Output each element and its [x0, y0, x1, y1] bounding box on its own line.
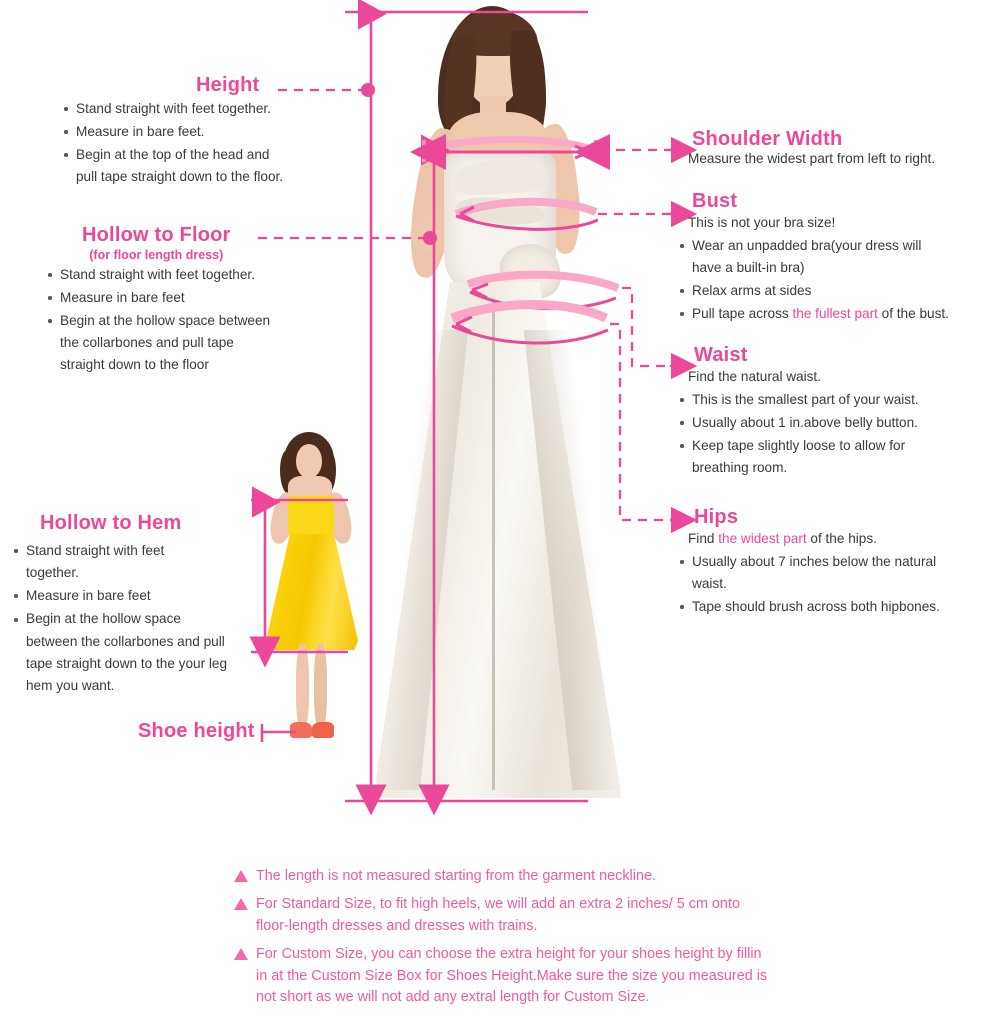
list-item: Begin at the top of the head and pull tape straight down to the floor.: [62, 144, 362, 188]
height-heading: Height: [196, 74, 260, 96]
list-item: between the collarbones and pull tape straight down to the your leg hem you want.: [12, 609, 270, 697]
list-item: Measure in bare feet: [12, 585, 270, 607]
bust-highlight: the fullest part: [792, 306, 878, 322]
shoulder-width-heading: Shoulder Width: [692, 128, 843, 150]
hips-line-prefix: Find: [688, 531, 719, 546]
list-item: Find the natural waist.: [688, 369, 821, 384]
hollow-to-floor-bullets: [46, 264, 358, 377]
hips-bullets: [678, 528, 1000, 619]
height-bullets: [62, 98, 362, 189]
list-item: This is not your bra size!: [688, 215, 836, 230]
list-item: Measure in bare feet.: [62, 121, 362, 143]
warning-triangle-icon: [234, 948, 248, 960]
list-item: Usually about 7 inches below the natural waist.: [678, 551, 1000, 595]
list-item: [678, 303, 1000, 325]
hips-heading-group: [694, 506, 738, 529]
footnote: The length is not measured starting from the garment neckline.: [232, 866, 892, 888]
bust-bullets: [678, 212, 1000, 326]
height-heading-group: [196, 74, 259, 97]
list-item: Keep tape slightly loose to allow for breathing room.: [678, 435, 1000, 479]
bust-line-suffix: of the bust.: [877, 306, 949, 322]
waist-heading-group: [694, 344, 748, 367]
list-item: [678, 528, 1000, 550]
list-item: Wear an unpadded bra(your dress will have a built-in bra): [678, 235, 1000, 279]
list-item: Usually about 1 in.above belly button.: [678, 412, 1000, 434]
hollow-to-floor-heading: Hollow to Floor: [82, 224, 231, 246]
footnote: For Standard Size, to fit high heels, we will add an extra 2 inches/ 5 cm onto floor-length dresses and dresses with trains.: [232, 894, 892, 938]
hollow-to-floor-heading-group: [82, 224, 231, 262]
hollow-to-hem-heading: Hollow to Hem: [40, 512, 182, 534]
list-item: Stand straight with feet together.: [62, 98, 362, 120]
list-item: Tape should brush across both hipbones.: [678, 596, 1000, 618]
hips-heading: Hips: [694, 506, 739, 528]
hips-highlight: the widest part: [718, 531, 807, 546]
list-item: Measure the widest part from left to right.: [688, 151, 936, 166]
list-item: Stand straight with feet together.: [12, 540, 270, 584]
list-item: Relax arms at sides: [678, 280, 1000, 302]
footnote: For Custom Size, you can choose the extra height for your shoes height by fillin in at the Custom Size Box for Shoes Height.Make sure the size you measured is not short as we will not add any extral length for Custom Size.: [232, 944, 892, 1010]
list-item: Measure in bare feet: [46, 287, 358, 309]
hollow-to-hem-heading-group: [40, 512, 182, 535]
hollow-to-floor-subheading: (for floor length dress): [89, 248, 224, 262]
bust-heading: Bust: [692, 190, 738, 212]
list-item: Begin at the hollow space between the collarbones and pull tape straight down to the floor: [46, 310, 358, 376]
hips-line-suffix: of the hips.: [806, 531, 877, 546]
waist-heading: Waist: [694, 344, 748, 366]
bride-photo: [352, 0, 642, 806]
list-item: Begin at the hollow space: [26, 611, 181, 627]
short-dress-photo: [254, 430, 374, 750]
list-item: Stand straight with feet together.: [46, 264, 358, 286]
waist-bullets: [678, 366, 1000, 480]
shoe-height-heading: Shoe height: [138, 720, 255, 742]
hollow-to-hem-bullets: [12, 540, 270, 698]
list-item: This is the smallest part of your waist.: [678, 389, 1000, 411]
footnotes: [232, 866, 892, 1015]
warning-triangle-icon: [234, 870, 248, 882]
bust-line-prefix: Pull tape across: [692, 306, 793, 322]
warning-triangle-icon: [234, 898, 248, 910]
bust-heading-group: [692, 190, 737, 213]
